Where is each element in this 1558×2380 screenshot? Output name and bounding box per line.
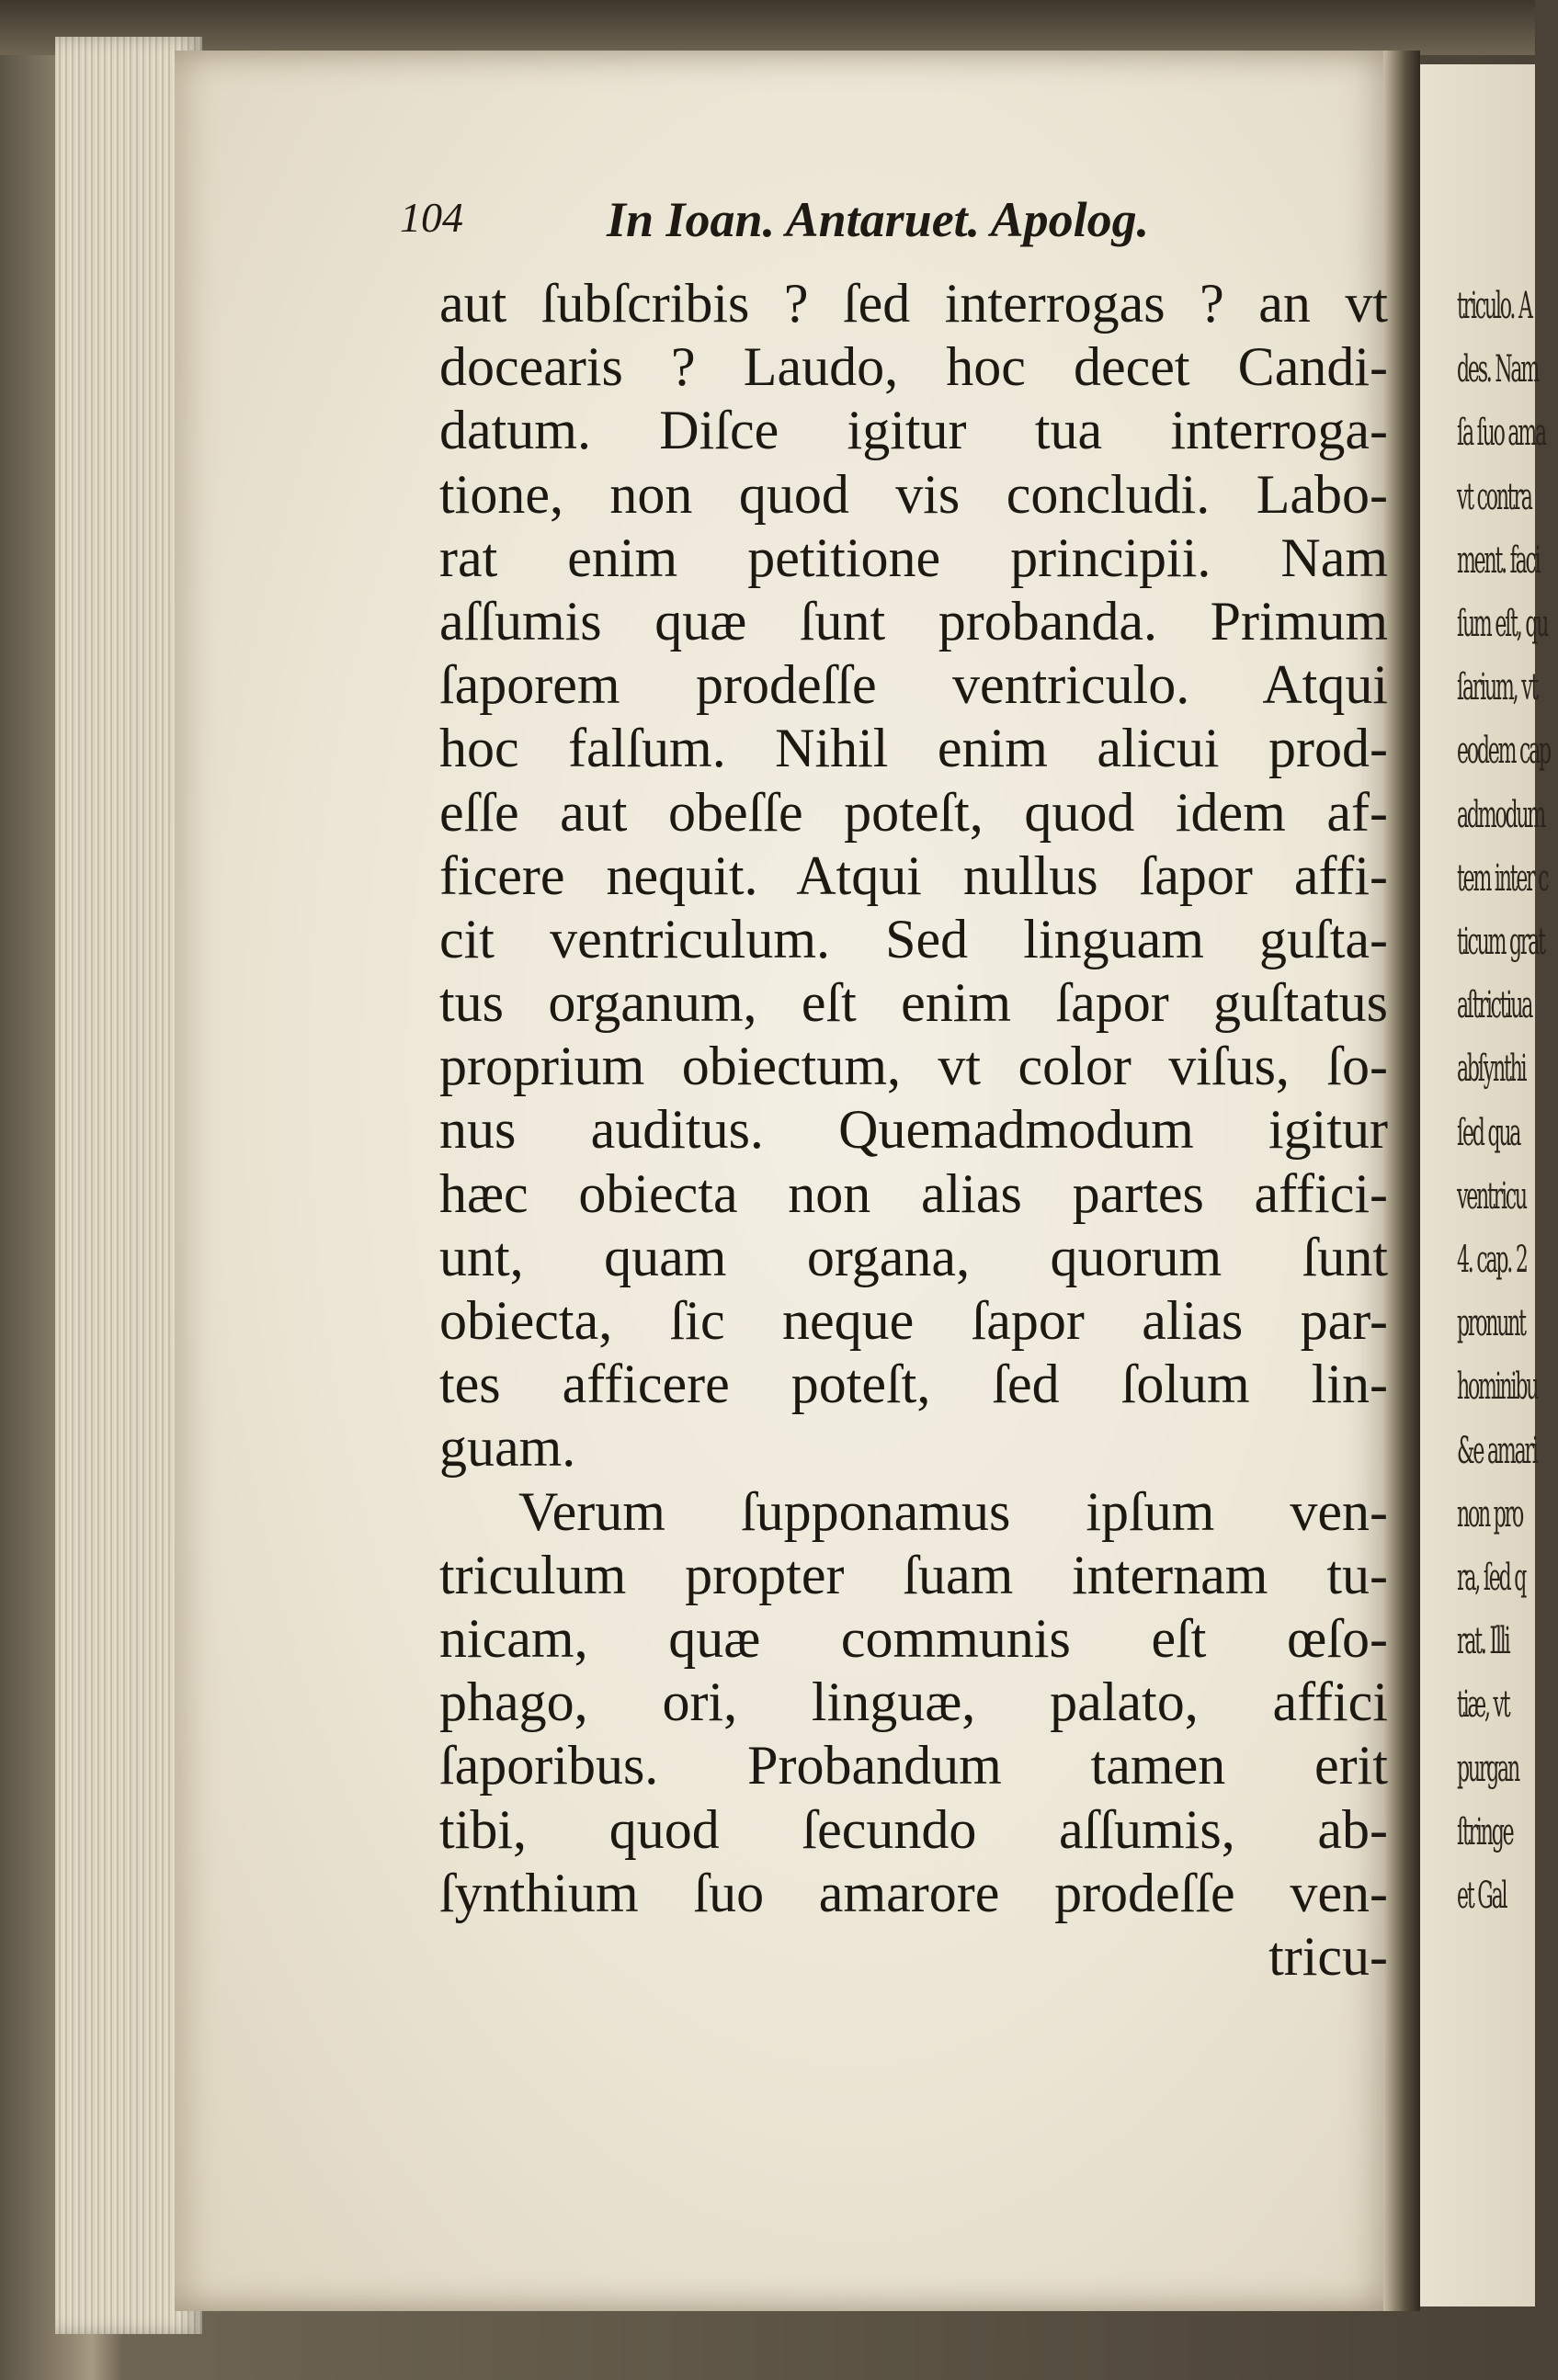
- facing-page-fragment: tiæ, vt: [1457, 1683, 1509, 1727]
- facing-page-fragment: ra, ſed q: [1457, 1557, 1526, 1599]
- text-line: aut ſubſcribis ? ſed interrogas ? an vt: [439, 273, 1388, 334]
- page-header: [400, 193, 1227, 248]
- facing-page-fragment: aſtrictiua: [1457, 984, 1532, 1027]
- text-line: unt, quam organa, quorum ſunt: [439, 1226, 1388, 1287]
- text-line: ſaporem prodeſſe ventriculo. Atqui: [439, 654, 1388, 716]
- body-text: [439, 272, 1388, 1989]
- facing-page-fragment: admodum: [1457, 793, 1545, 836]
- text-line: phago, ori, linguæ, palato, affici: [439, 1672, 1388, 1733]
- text-line: tibi, quod ſecundo aſſumis, ab-: [439, 1798, 1388, 1860]
- facing-page-fragment: ment. faci: [1457, 538, 1540, 582]
- facing-page-fragment: des. Nam: [1457, 348, 1539, 391]
- facing-page-fragment: &e amari: [1457, 1429, 1537, 1472]
- facing-page-fragment: eodem cap: [1457, 730, 1550, 773]
- text-line: eſſe aut obeſſe poteſt, quod idem af-: [439, 781, 1388, 843]
- facing-page: [1420, 64, 1550, 2306]
- facing-page-fragment: ticum grat: [1457, 921, 1544, 963]
- text-line: tricu-: [1268, 1925, 1388, 1987]
- text-line: datum. Diſce igitur tua interroga-: [439, 400, 1388, 461]
- book-gutter: [1383, 51, 1420, 2311]
- facing-page-fragment: vt contra: [1457, 475, 1531, 518]
- text-line: rat enim petitione principii. Nam: [439, 527, 1388, 588]
- text-line: nus auditus. Quemadmodum igitur: [439, 1099, 1388, 1161]
- text-line: guam.: [439, 1417, 576, 1479]
- facing-page-fragment: ſa ſuo ama: [1457, 412, 1545, 455]
- facing-page-fragment: non pro: [1457, 1492, 1523, 1536]
- facing-page-fragment: hominibu: [1457, 1366, 1538, 1409]
- page-number: 104: [400, 194, 463, 241]
- text-line: cit ventriculum. Sed linguam guſta-: [439, 908, 1388, 969]
- text-line: aſſumis quæ ſunt probanda. Primum: [439, 590, 1388, 652]
- text-line: nicam, quæ communis eſt œſo-: [439, 1607, 1388, 1669]
- text-line: hæc obiecta non alias partes affici-: [439, 1162, 1388, 1224]
- facing-page-fragment: ventricu: [1457, 1174, 1526, 1218]
- binding-top: [0, 0, 1535, 55]
- running-head: In Ioan. Antaruet. Apolog.: [607, 192, 1150, 247]
- facing-page-fragment: 4. cap. 2: [1457, 1239, 1527, 1281]
- text-line: hoc falſum. Nihil enim alicui prod-: [439, 718, 1388, 779]
- facing-page-fragment: et Gal: [1457, 1875, 1507, 1917]
- text-line: obiecta, ſic neque ſapor alias par-: [439, 1290, 1388, 1351]
- text-line: ſaporibus. Probandum tamen erit: [439, 1735, 1388, 1796]
- facing-page-fragment: ſarium, vt: [1457, 666, 1538, 709]
- text-line: triculum propter ſuam internam tu-: [439, 1544, 1388, 1605]
- text-line: ſynthium ſuo amarore prodeſſe ven-: [439, 1862, 1388, 1923]
- facing-page-fragment: tem inter c: [1457, 856, 1548, 900]
- facing-page-fragment: abſynthi: [1457, 1048, 1526, 1091]
- text-line: tus organum, eſt enim ſapor guſtatus: [439, 972, 1388, 1034]
- text-line: tes afficere poteſt, ſed ſolum lin-: [439, 1354, 1388, 1415]
- facing-page-fragment: triculo. A: [1457, 285, 1531, 327]
- facing-page-fragment: ſed qua: [1457, 1111, 1520, 1154]
- facing-page-fragment: ſum eſt, qu: [1457, 603, 1548, 645]
- text-line: tione, non quod vis concludi. Labo-: [439, 463, 1388, 525]
- facing-page-fragment: rat. Illi: [1457, 1620, 1509, 1663]
- facing-page-fragment: purgan: [1457, 1747, 1518, 1790]
- text-line: docearis ? Laudo, hoc decet Candi-: [439, 336, 1388, 398]
- facing-page-fragment: pronunt: [1457, 1302, 1525, 1345]
- text-line: proprium obiectum, vt color viſus, ſo-: [439, 1036, 1388, 1097]
- text-line: ficere nequit. Atqui nullus ſapor affi-: [439, 844, 1388, 906]
- text-line: Verum ſupponamus ipſum ven-: [518, 1480, 1388, 1542]
- facing-page-fragment: ſtringe: [1457, 1810, 1513, 1853]
